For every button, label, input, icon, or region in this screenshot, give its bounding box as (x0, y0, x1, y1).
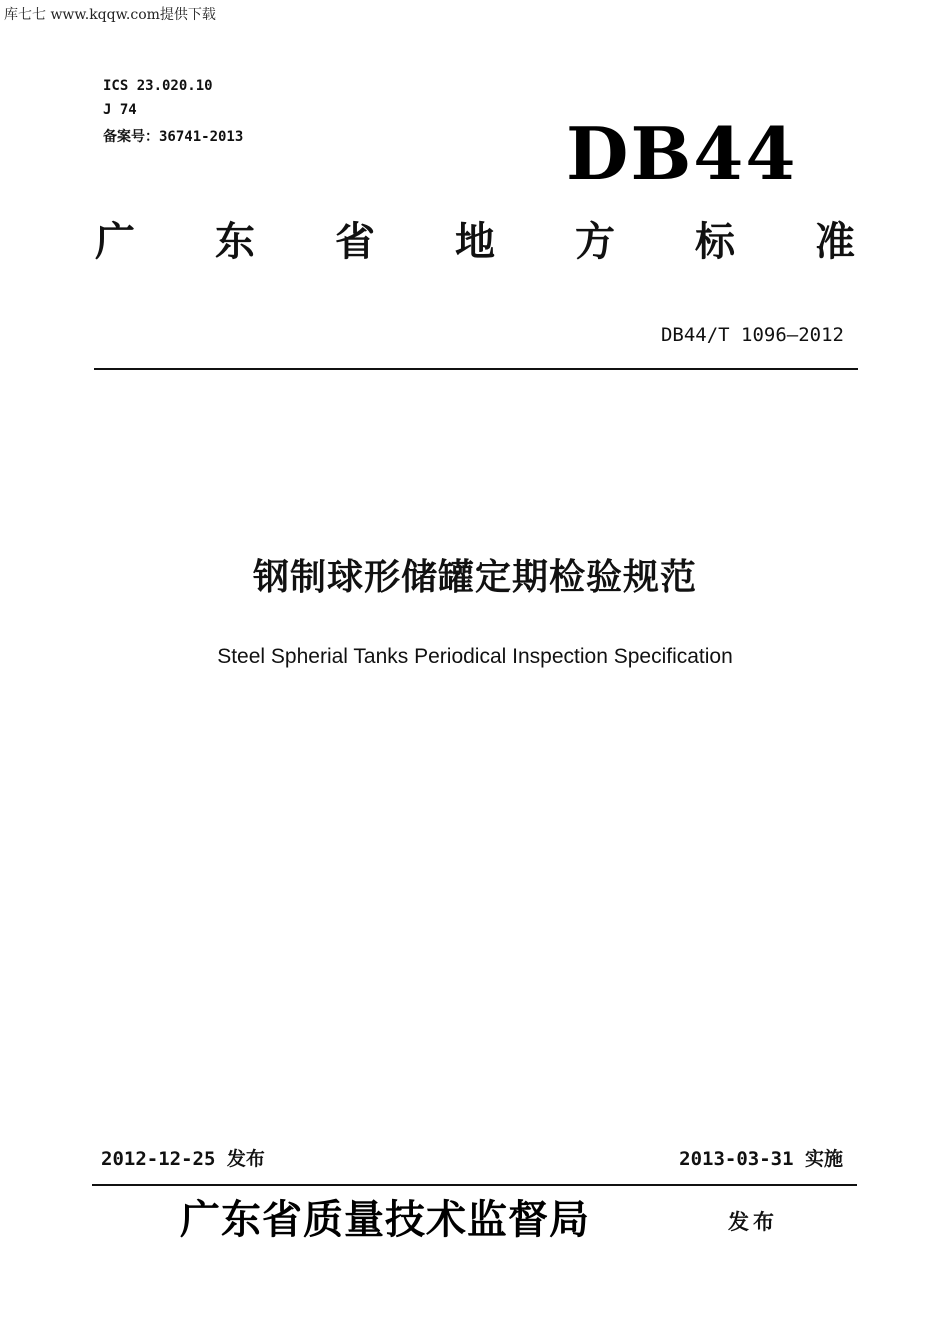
standard-type-char: 广 (95, 219, 135, 265)
issuing-authority: 广东省质量技术监督局 (180, 1196, 590, 1243)
standard-type-char: 准 (815, 219, 855, 265)
ics-code: ICS 23.020.10 (103, 78, 213, 94)
standard-type-char: 省 (335, 219, 375, 265)
bottom-divider (92, 1184, 857, 1186)
standard-number: DB44/T 1096—2012 (660, 324, 844, 346)
record-number: 备案号：36741-2013 (103, 129, 244, 145)
issue-date: 2012-12-25 发布 (101, 1148, 265, 1170)
standard-type-heading (95, 219, 855, 265)
document-title-cn: 钢制球形储罐定期检验规范 (252, 557, 697, 598)
standard-logo: DB44 (566, 111, 798, 196)
issuer-suffix: 发布 (728, 1210, 778, 1234)
ccs-code: J 74 (103, 102, 137, 118)
top-divider (94, 368, 858, 370)
standard-type-char: 方 (575, 219, 615, 265)
standard-type-char: 地 (455, 219, 495, 265)
standard-type-char: 东 (215, 219, 255, 265)
standard-type-char: 标 (695, 219, 735, 265)
effective-date: 2013-03-31 实施 (679, 1148, 843, 1170)
document-title-en: Steel Spherial Tanks Periodical Inspection Specification (217, 645, 733, 668)
watermark-text: 库七七 www.kqqw.com提供下载 (4, 7, 216, 23)
